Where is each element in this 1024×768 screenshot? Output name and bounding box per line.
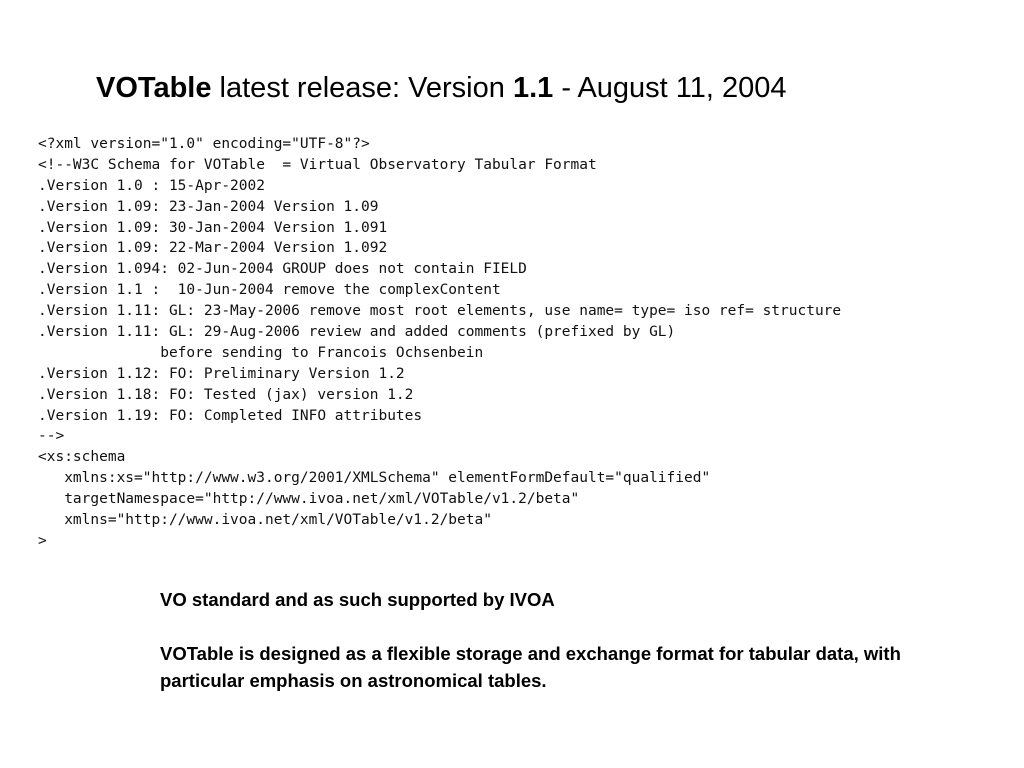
title-text: latest release: Version xyxy=(211,72,513,104)
title-date: - August 11, 2004 xyxy=(553,72,787,104)
code-line: .Version 1.0 : 15-Apr-2002 xyxy=(38,177,265,194)
code-line: <!--W3C Schema for VOTable = Virtual Observatory Tabular Format xyxy=(38,156,597,173)
code-line: .Version 1.19: FO: Completed INFO attributes xyxy=(38,407,423,424)
code-line: xmlns:xs="http://www.w3.org/2001/XMLSchema" elementFormDefault="qualified" xyxy=(38,470,711,487)
code-line: .Version 1.09: 22-Mar-2004 Version 1.092 xyxy=(38,240,388,257)
code-line: .Version 1.11: GL: 23-May-2006 remove most root elements, use name= type= iso ref= structure xyxy=(38,303,842,320)
title-brand: VOTable xyxy=(96,72,212,104)
code-line: .Version 1.11: GL: 29-Aug-2006 review and added comments (prefixed by GL) xyxy=(38,324,676,341)
code-line: <?xml version="1.0" encoding="UTF-8"?> xyxy=(38,136,370,152)
votable-description-note: VOTable is designed as a flexible storage and exchange format for tabular data, with particular emphasis on astronomical tables. xyxy=(160,643,901,691)
notes-section xyxy=(160,586,920,694)
code-line: targetNamespace="http://www.ivoa.net/xml/VOTable/v1.2/beta" xyxy=(38,491,580,508)
code-line: .Version 1.094: 02-Jun-2004 GROUP does not contain FIELD xyxy=(38,261,527,278)
code-line: .Version 1.1 : 10-Jun-2004 remove the complexContent xyxy=(38,282,501,299)
title-version: 1.1 xyxy=(512,72,554,104)
code-line: --> xyxy=(38,428,65,445)
code-line: > xyxy=(38,532,47,549)
xml-schema-code-block xyxy=(38,134,841,552)
code-line: .Version 1.09: 23-Jan-2004 Version 1.09 xyxy=(38,198,379,215)
code-line: <xs:schema xyxy=(38,449,126,466)
code-line: .Version 1.09: 30-Jan-2004 Version 1.091 xyxy=(38,219,388,236)
slide-title xyxy=(96,68,787,108)
code-line: xmlns="http://www.ivoa.net/xml/VOTable/v1.2/beta" xyxy=(38,512,492,529)
ivoa-standard-note: VO standard and as such supported by IVOA xyxy=(160,589,555,610)
code-line: .Version 1.18: FO: Tested (jax) version 1.2 xyxy=(38,386,414,403)
code-line: .Version 1.12: FO: Preliminary Version 1.2 xyxy=(38,365,405,382)
code-line: before sending to Francois Ochsenbein xyxy=(38,344,484,361)
